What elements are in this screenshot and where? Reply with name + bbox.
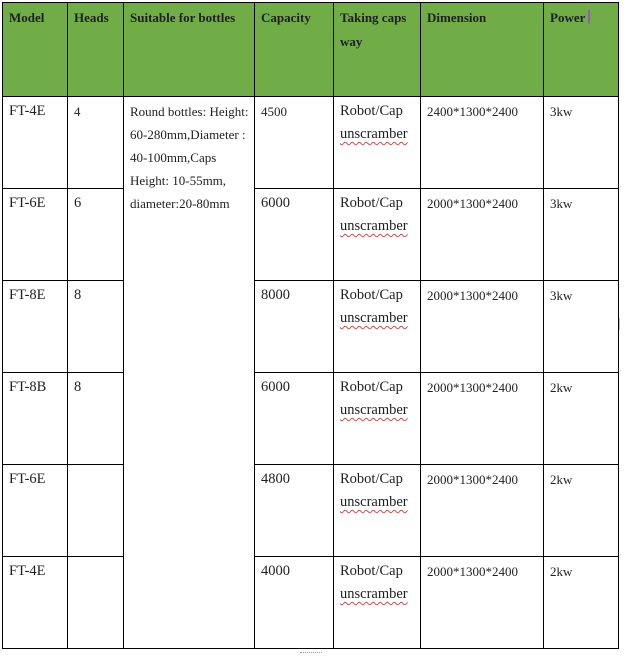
cell-heads [68, 557, 124, 649]
cell-caps-way: Robot/Cap unscramber [334, 281, 421, 373]
cell-caps-way: Robot/Cap unscramber [334, 557, 421, 649]
header-power-label: Power [550, 10, 586, 25]
cell-model: FT-6E [3, 465, 68, 557]
page-end-marker [300, 652, 322, 658]
table-row [3, 189, 619, 281]
cell-caps-way: Robot/Cap unscramber [334, 97, 421, 189]
header-heads: Heads [68, 3, 124, 97]
cell-bottles-spec: Round bottles: Height: 60-280mm,Diameter : 40-100mm,Caps Height: 10-55mm, diameter:20-80mm [124, 97, 255, 649]
header-power [544, 3, 619, 97]
cell-model: FT-8E [3, 281, 68, 373]
cell-power: 2kw [544, 373, 619, 465]
cell-caps-way: Robot/Cap unscramber [334, 189, 421, 281]
cell-power: 3kw [544, 189, 619, 281]
cell-dimension: 2000*1300*2400 [421, 373, 544, 465]
cell-capacity: 4800 [255, 465, 334, 557]
spec-table [2, 2, 619, 649]
table-row [3, 373, 619, 465]
cell-model: FT-6E [3, 189, 68, 281]
cell-model: FT-4E [3, 97, 68, 189]
cell-power: 3kw [544, 281, 619, 373]
cell-capacity: 4000 [255, 557, 334, 649]
cell-dimension: 2000*1300*2400 [421, 557, 544, 649]
cell-heads: 8 [68, 373, 124, 465]
margin-tick [619, 318, 623, 330]
cell-capacity: 4500 [255, 97, 334, 189]
cell-dimension: 2400*1300*2400 [421, 97, 544, 189]
cell-heads: 6 [68, 189, 124, 281]
header-model: Model [3, 3, 68, 97]
cell-heads: 8 [68, 281, 124, 373]
table-row [3, 557, 619, 649]
cell-capacity: 6000 [255, 373, 334, 465]
cell-model: FT-4E [3, 557, 68, 649]
table-row [3, 465, 619, 557]
table-row [3, 281, 619, 373]
cell-heads: 4 [68, 97, 124, 189]
cell-power: 2kw [544, 557, 619, 649]
cell-caps-way: Robot/Cap unscramber [334, 465, 421, 557]
cell-model: FT-8B [3, 373, 68, 465]
text-cursor [588, 10, 590, 24]
cell-heads [68, 465, 124, 557]
cell-power: 2kw [544, 465, 619, 557]
header-caps-way: Taking caps way [334, 3, 421, 97]
cell-power: 3kw [544, 97, 619, 189]
header-dimension: Dimension [421, 3, 544, 97]
cell-dimension: 2000*1300*2400 [421, 189, 544, 281]
cell-dimension: 2000*1300*2400 [421, 281, 544, 373]
cell-capacity: 6000 [255, 189, 334, 281]
cell-capacity: 8000 [255, 281, 334, 373]
header-capacity: Capacity [255, 3, 334, 97]
table-row [3, 97, 619, 189]
cell-dimension: 2000*1300*2400 [421, 465, 544, 557]
header-row [3, 3, 619, 97]
header-bottles: Suitable for bottles [124, 3, 255, 97]
cell-caps-way: Robot/Cap unscramber [334, 373, 421, 465]
